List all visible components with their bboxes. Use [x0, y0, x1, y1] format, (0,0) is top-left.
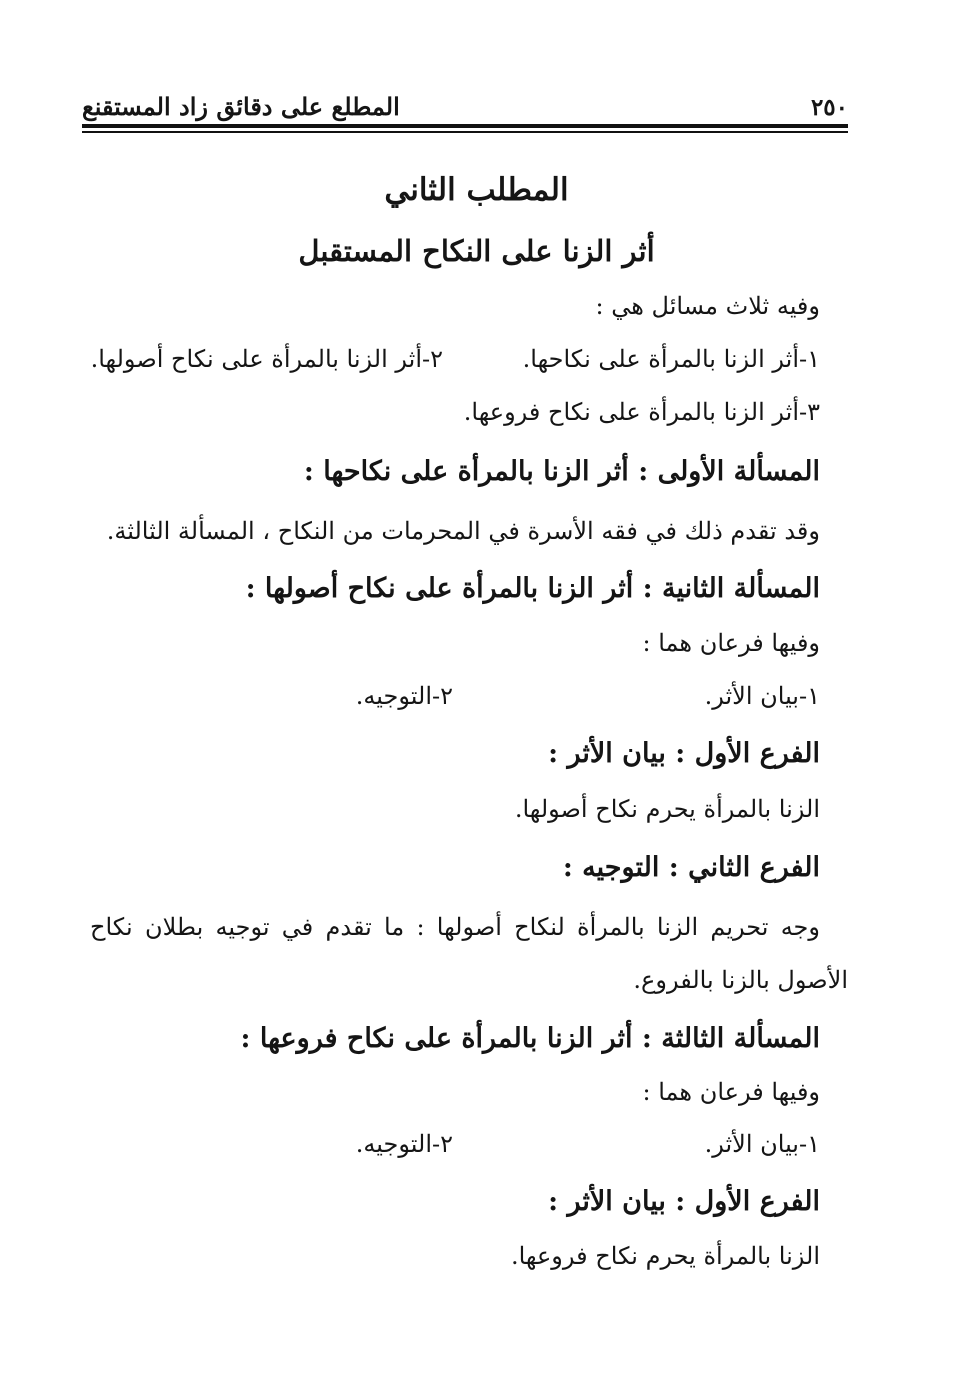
q2-branch1-heading: الفرع الأول : بيان الأثر : — [548, 738, 820, 769]
page-header — [82, 88, 848, 140]
q3-branch1-heading: الفرع الأول : بيان الأثر : — [548, 1186, 820, 1217]
q2-branch-list-item-2: ٢-التوجيه. — [355, 682, 453, 710]
q2-branch2-heading: الفرع الثاني : التوجيه : — [562, 852, 820, 883]
q3-branch1-text: الزنا بالمرأة يحرم نكاح فروعها. — [510, 1242, 820, 1270]
section-subtitle: أثر الزنا على النكاح المستقبل — [298, 234, 655, 268]
q1-heading: المسألة الأولى : أثر الزنا بالمرأة على نكاحها : — [303, 456, 820, 487]
q2-intro: وفيها فرعان هما : — [642, 629, 820, 657]
header-rule-thin — [82, 131, 848, 133]
q3-branch-list-item-1: ١-بيان الأثر. — [704, 1130, 820, 1158]
toc-item-1: ١-أثر الزنا بالمرأة على نكاحها. — [522, 345, 820, 373]
q3-branch-list-item-2: ٢-التوجيه. — [355, 1130, 453, 1158]
q3-branch-list — [90, 1130, 820, 1166]
toc-row-1 — [90, 345, 820, 381]
q2-branch-list-item-1: ١-بيان الأثر. — [704, 682, 820, 710]
section-title: المطلب الثاني — [384, 172, 569, 208]
toc-item-3: ٣-أثر الزنا بالمرأة على نكاح فروعها. — [463, 398, 820, 426]
q1-text: وقد تقدم ذلك في فقه الأسرة في المحرمات من النكاح ، المسألة الثالثة. — [106, 517, 820, 545]
header-rule-thick — [82, 124, 848, 128]
q2-branch2-text-line-2: الأصول بالزنا بالفروع. — [633, 966, 848, 994]
q3-intro: وفيها فرعان هما : — [642, 1078, 820, 1106]
q2-branch2-text-line-1: وجه تحريم الزنا بالمرأة لنكاح أصولها : ما تقدم في توجيه بطلان نكاح — [90, 913, 820, 941]
q2-heading: المسألة الثانية : أثر الزنا بالمرأة على نكاح أصولها : — [245, 573, 820, 604]
toc-item-2: ٢-أثر الزنا بالمرأة على نكاح أصولها. — [90, 345, 443, 373]
running-title: المطلع على دقائق زاد المستقنع — [82, 92, 400, 121]
q2-branch-list — [90, 682, 820, 718]
q2-branch1-text: الزنا بالمرأة يحرم نكاح أصولها. — [514, 795, 820, 823]
intro-text: وفيه ثلاث مسائل هي : — [595, 292, 820, 320]
q3-heading: المسألة الثالثة : أثر الزنا بالمرأة على نكاح فروعها : — [240, 1023, 820, 1054]
page-number: ٢٥٠ — [810, 94, 848, 121]
